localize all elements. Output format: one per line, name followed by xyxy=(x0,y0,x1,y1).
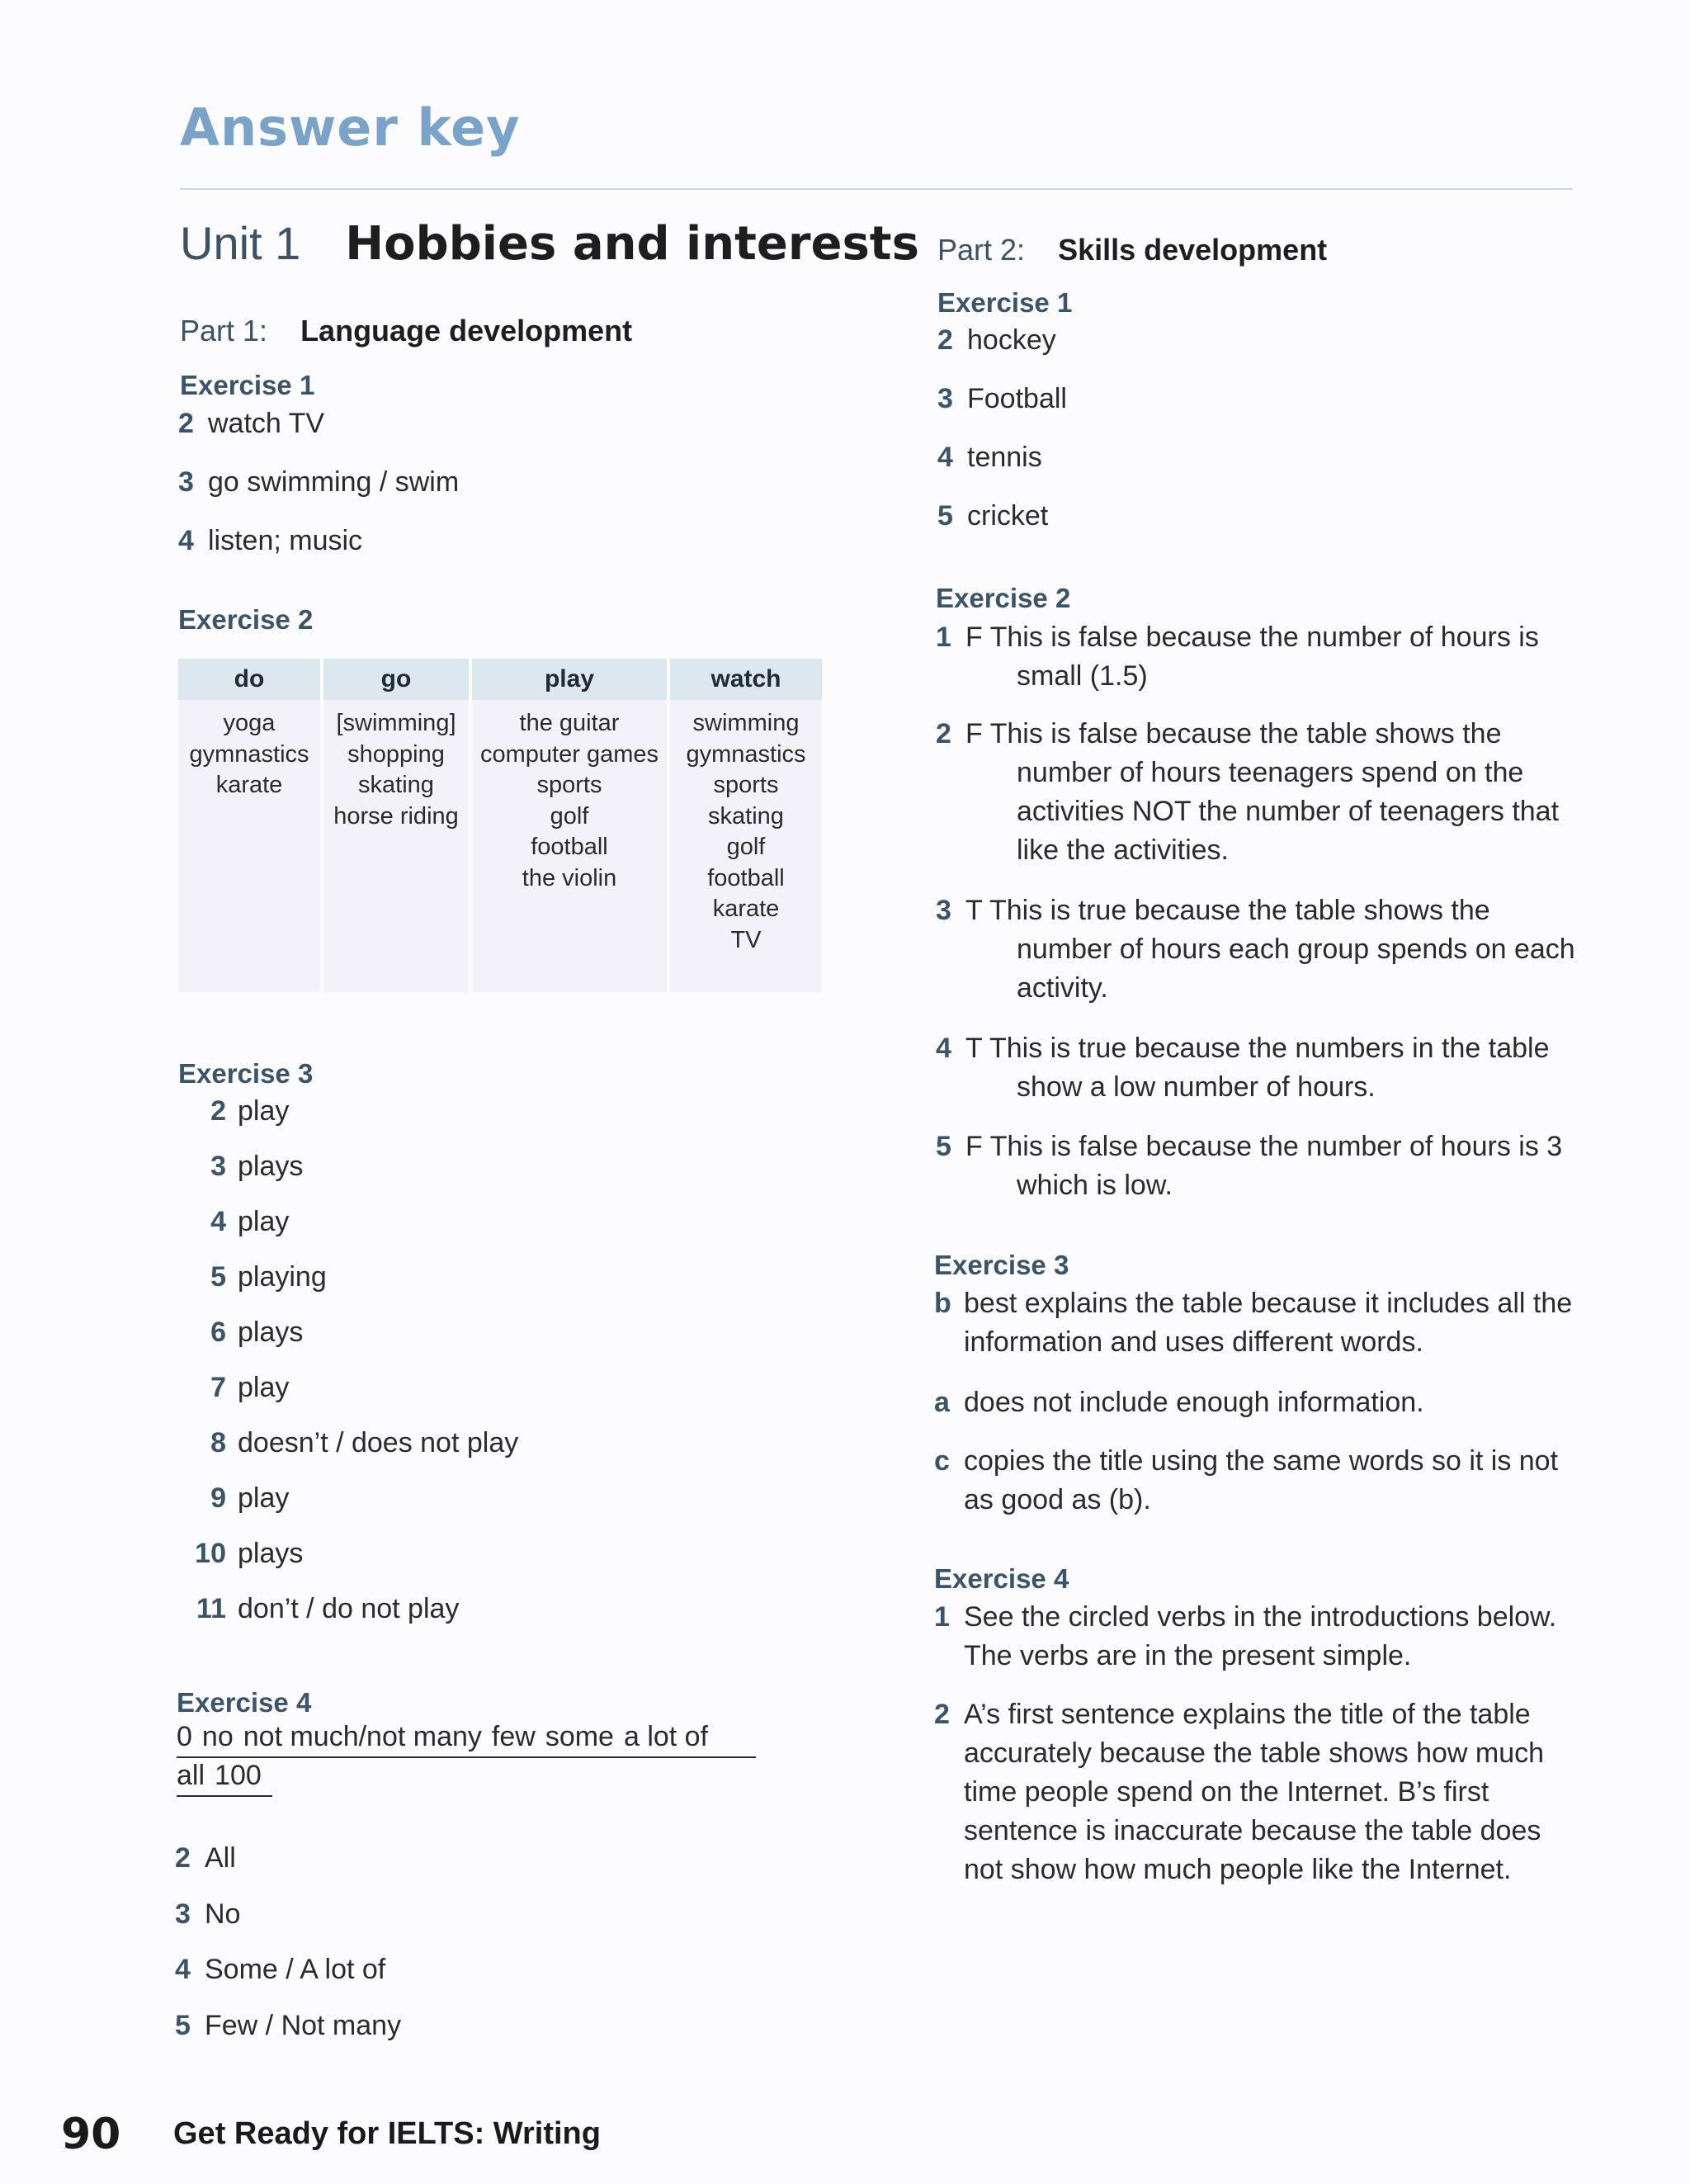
left-ex3-item: 3 plays xyxy=(210,1151,304,1182)
right-ex2-item: 4 T This is true because the numbers in the table show a low number of hours. xyxy=(936,1033,1550,1103)
left-ex1-heading: Exercise 1 xyxy=(180,370,315,400)
table-header: do xyxy=(178,659,320,700)
left-ex3-item: 8 doesn’t / does not play xyxy=(210,1427,519,1458)
right-ex3-item: b best explains the table because it includes all the information and uses different words. xyxy=(934,1288,1573,1358)
left-ex4-item: 5 Few / Not many xyxy=(175,2010,402,2041)
quantifier-scale-line1: 0 no not much/not many few some a lot of xyxy=(177,1721,756,1758)
part2-heading xyxy=(937,233,1327,267)
right-ex4-heading: Exercise 4 xyxy=(934,1563,1069,1594)
part1-name: Language development xyxy=(300,314,633,347)
table-header: play xyxy=(472,659,667,700)
book-title: Get Ready for IELTS: Writing xyxy=(173,2116,601,2151)
part1-heading xyxy=(180,314,632,348)
right-ex2-heading: Exercise 2 xyxy=(936,583,1071,613)
left-ex4-item: 3 No xyxy=(175,1898,241,1930)
left-ex4-item: 2 All xyxy=(175,1842,236,1874)
left-ex3-item: 7 play xyxy=(210,1372,290,1403)
right-ex3-heading: Exercise 3 xyxy=(934,1250,1069,1280)
left-ex4-item: 4 Some / A lot of xyxy=(175,1954,386,1985)
table-header: go xyxy=(323,659,469,700)
right-ex1-heading: Exercise 1 xyxy=(937,287,1073,318)
unit-number: Unit 1 xyxy=(180,217,301,269)
table-header: watch xyxy=(670,659,822,700)
right-ex4-item: 1 See the circled verbs in the introductions below. The verbs are in the present simple. xyxy=(934,1601,1557,1671)
left-ex3-item: 6 plays xyxy=(210,1317,304,1348)
right-ex2-item: 3 T This is true because the table shows the number of hours each group spends on each activity. xyxy=(936,895,1575,1004)
table-column-do xyxy=(178,659,320,992)
table-column-play xyxy=(472,659,667,992)
table-cell-list: swimming gymnastics sports skating golf football karate TV xyxy=(686,710,806,953)
title-divider xyxy=(180,188,1573,190)
unit-heading xyxy=(180,216,919,271)
part1-number: Part 1: xyxy=(180,314,268,347)
right-ex3-item: a does not include enough information. xyxy=(934,1387,1424,1418)
left-ex1-item: 4 listen; music xyxy=(178,525,363,556)
table-cell-list: the guitar computer games sports golf football the violin xyxy=(480,710,659,891)
right-ex4-item: 2 A’s first sentence explains the title of the table accurately because the table shows how much time people spend on the Internet. B’s first sentence is inaccurate because the table does not show how much people like the Internet. xyxy=(934,1699,1545,1885)
table-column-go xyxy=(323,659,469,992)
page-title: Answer key xyxy=(180,97,521,158)
left-ex1-item: 2 watch TV xyxy=(178,408,325,439)
left-ex3-item: 9 play xyxy=(210,1482,290,1514)
right-ex3-item: c copies the title using the same words so it is not as good as (b). xyxy=(934,1445,1559,1515)
left-ex3-item: 5 playing xyxy=(210,1261,327,1293)
right-ex1-item: 2 hockey xyxy=(937,324,1056,356)
right-ex1-item: 3 Football xyxy=(937,383,1067,414)
left-ex3-item: 10 plays xyxy=(195,1538,304,1569)
table-cell-list: [swimming] shopping skating horse riding xyxy=(333,710,459,830)
verb-collocation-table xyxy=(178,659,822,992)
right-ex2-item: 1 F This is false because the number of hours is small (1.5) xyxy=(936,622,1539,692)
part2-name: Skills development xyxy=(1058,233,1328,267)
right-ex1-item: 4 tennis xyxy=(937,442,1042,473)
right-ex1-item: 5 cricket xyxy=(937,500,1049,532)
unit-name: Hobbies and interests xyxy=(345,217,919,271)
part2-number: Part 2: xyxy=(937,233,1026,267)
left-ex2-heading: Exercise 2 xyxy=(178,604,314,635)
left-ex1-item: 3 go swimming / swim xyxy=(178,466,460,498)
left-ex3-item: 2 play xyxy=(210,1095,290,1127)
table-column-watch xyxy=(670,659,822,992)
left-ex4-heading: Exercise 4 xyxy=(177,1687,312,1718)
right-ex2-item: 2 F This is false because the table shows the number of hours teenagers spend on the activities NOT the number of teenagers that like the activities. xyxy=(936,718,1560,866)
left-ex3-item: 11 don’t / do not play xyxy=(196,1593,460,1624)
left-ex3-item: 4 play xyxy=(210,1206,290,1237)
left-ex3-heading: Exercise 3 xyxy=(178,1058,314,1089)
table-cell-list: yoga gymnastics karate xyxy=(189,710,309,798)
page-number: 90 xyxy=(61,2110,121,2159)
right-ex2-item: 5 F This is false because the number of hours is 3 which is low. xyxy=(936,1131,1563,1201)
quantifier-scale-line2: all 100 xyxy=(177,1760,272,1797)
